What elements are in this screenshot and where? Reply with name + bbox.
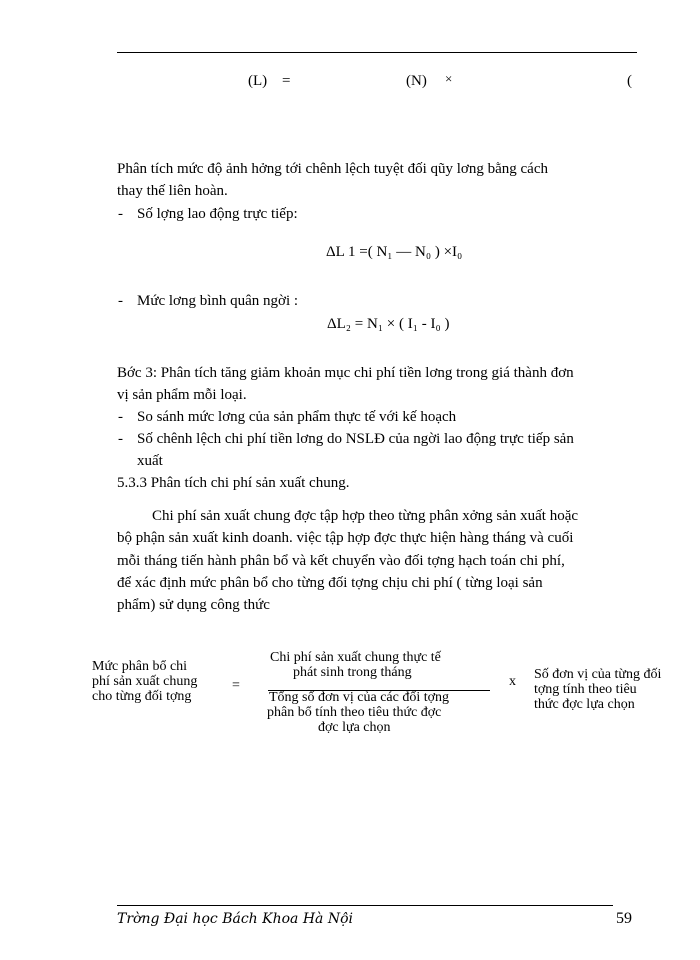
alloc-left-line1: Mức phân bổ chi xyxy=(92,659,188,674)
bullet4-line2: xuất xyxy=(137,453,163,469)
bullet3-dash: - xyxy=(118,409,123,425)
footer-university: Trờng Đại học Bách Khoa Hà Nội xyxy=(117,911,354,927)
formula-delta-l2: ΔL₂ = N₁ × ( I₁ - I₀ ) xyxy=(327,316,450,332)
alloc-right-line1: Số đơn vị của từng đối xyxy=(534,667,662,682)
footer-rule xyxy=(117,905,613,906)
alloc-num-line2: phát sinh trong tháng xyxy=(293,665,412,680)
bullet1-text: Số lợng lao động trực tiếp: xyxy=(137,206,298,222)
alloc-times: x xyxy=(509,674,516,689)
alloc-den-line2: phân bổ tính theo tiêu thức đợc xyxy=(267,705,442,720)
section-heading: 5.3.3 Phân tích chi phí sản xuất chung. xyxy=(117,475,350,491)
header-formula-n: (N) xyxy=(406,73,427,89)
header-formula-times: × xyxy=(445,71,453,86)
bullet2-text: Mức lơng bình quân ngời : xyxy=(137,293,299,309)
alloc-right-line3: thức đợc lựa chọn xyxy=(534,697,635,712)
bullet3-text: So sánh mức lơng của sản phẩm thực tế với kế hoạch xyxy=(137,409,457,425)
para2-line1: Chi phí sản xuất chung đợc tập hợp theo từng phân xởng sản xuất hoặc xyxy=(152,508,579,524)
para1-line2: thay thế liên hoàn. xyxy=(117,183,228,199)
header-formula-paren: ( xyxy=(627,73,632,89)
para2-line4: để xác định mức phân bổ cho từng đối tợng chịu chi phí ( từng loại sản xyxy=(117,575,543,591)
alloc-den-line1: Tổng số đơn vị của các đối tợng xyxy=(269,690,450,705)
bullet4-line1: Số chênh lệch chi phí tiền lơng do NSLĐ của ngời lao động trực tiếp sản xyxy=(137,431,574,447)
alloc-left-line2: phí sản xuất chung xyxy=(92,674,198,689)
step3-line2: vị sản phẩm mỗi loại. xyxy=(117,387,247,403)
header-formula-eq: = xyxy=(282,73,291,89)
header-rule xyxy=(117,52,637,53)
para2-line3: mỗi tháng tiến hành phân bổ và kết chuyển vào đối tợng hạch toán chi phí, xyxy=(117,553,565,569)
header-formula-l: (L) xyxy=(248,73,268,89)
alloc-den-line3: đợc lựa chọn xyxy=(318,720,391,735)
formula-delta-l1: ΔL 1 =( N₁ — N₀ ) ×I₀ xyxy=(326,244,463,260)
alloc-eq: = xyxy=(232,678,240,693)
bullet1-dash: - xyxy=(118,206,123,222)
alloc-left-line3: cho từng đối tợng xyxy=(92,689,192,704)
alloc-right-line2: tợng tính theo tiêu xyxy=(534,682,637,697)
step3-line1: Bớc 3: Phân tích tăng giảm khoản mục chi phí tiền lơng trong giá thành đơn xyxy=(117,365,574,381)
bullet2-dash: - xyxy=(118,293,123,309)
para2-line2: bộ phận sản xuất kinh doanh. việc tập hợp đợc thực hiện hàng tháng và cuối xyxy=(117,530,574,546)
para2-line5: phẩm) sử dụng công thức xyxy=(117,597,270,613)
alloc-num-line1: Chi phí sản xuất chung thực tế xyxy=(270,650,441,665)
bullet4-dash: - xyxy=(118,431,123,447)
para1-line1: Phân tích mức độ ảnh hởng tới chênh lệch tuyệt đối qũy lơng bằng cách xyxy=(117,161,548,177)
page-number: 59 xyxy=(616,910,632,927)
